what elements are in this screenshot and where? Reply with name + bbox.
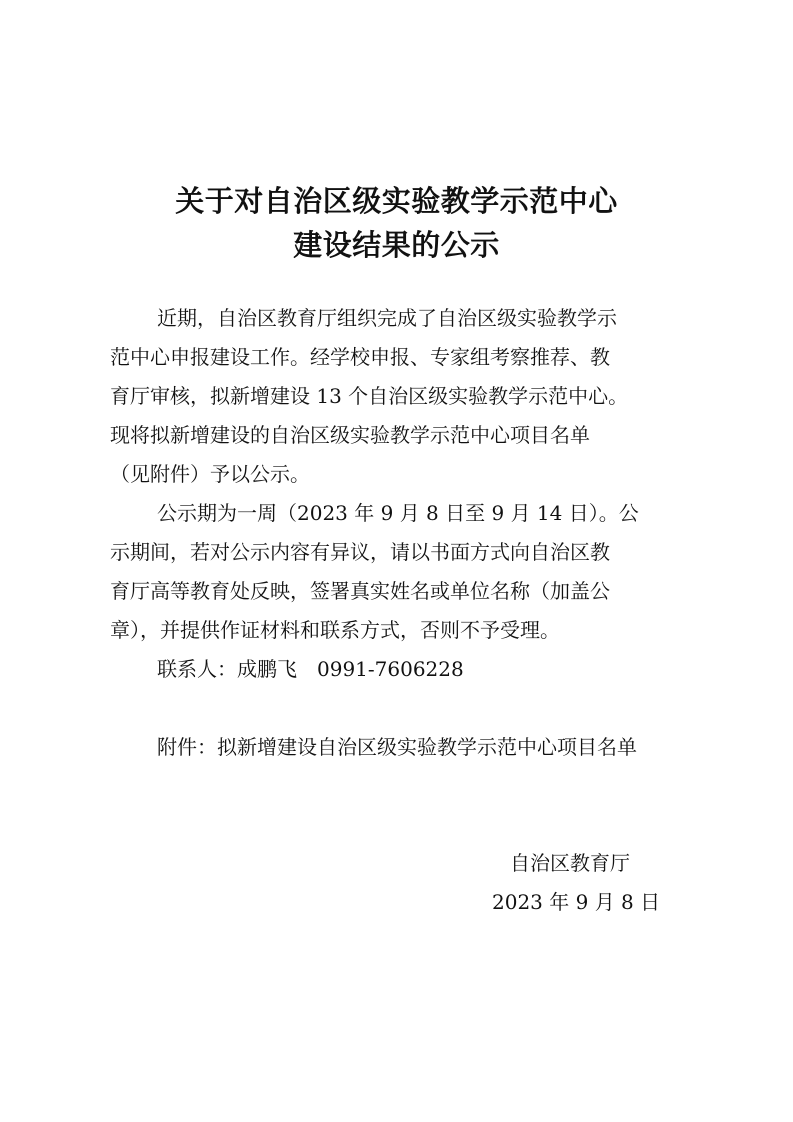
paragraph-line: （见附件）予以公示。 bbox=[110, 462, 310, 486]
signature-date: 2023 年 9 月 8 日 bbox=[492, 890, 661, 914]
paragraph-line: 示期间，若对公示内容有异议，请以书面方式向自治区教 bbox=[110, 540, 610, 564]
contact-line: 联系人：成鹏飞 0991-7606228 bbox=[157, 657, 464, 681]
document-title-line1: 关于对自治区级实验教学示范中心 bbox=[175, 184, 618, 218]
paragraph-line: 范中心申报建设工作。经学校申报、专家组考察推荐、教 bbox=[110, 345, 610, 369]
paragraph-line: 现将拟新增建设的自治区级实验教学示范中心项目名单 bbox=[110, 423, 590, 447]
paragraph-line: 公示期为一周（2023 年 9 月 8 日至 9 月 14 日）。公 bbox=[157, 501, 639, 525]
paragraph-line: 章），并提供作证材料和联系方式，否则不予受理。 bbox=[110, 618, 560, 642]
paragraph-line: 近期，自治区教育厅组织完成了自治区级实验教学示 bbox=[157, 306, 617, 330]
paragraph-line: 育厅高等教育处反映，签署真实姓名或单位名称（加盖公 bbox=[110, 579, 610, 603]
document-title-line2: 建设结果的公示 bbox=[293, 228, 500, 262]
attachment-line: 附件：拟新增建设自治区级实验教学示范中心项目名单 bbox=[157, 735, 637, 759]
signature-org: 自治区教育厅 bbox=[510, 851, 630, 875]
paragraph-line: 育厅审核，拟新增建设 13 个自治区级实验教学示范中心。 bbox=[110, 384, 629, 408]
